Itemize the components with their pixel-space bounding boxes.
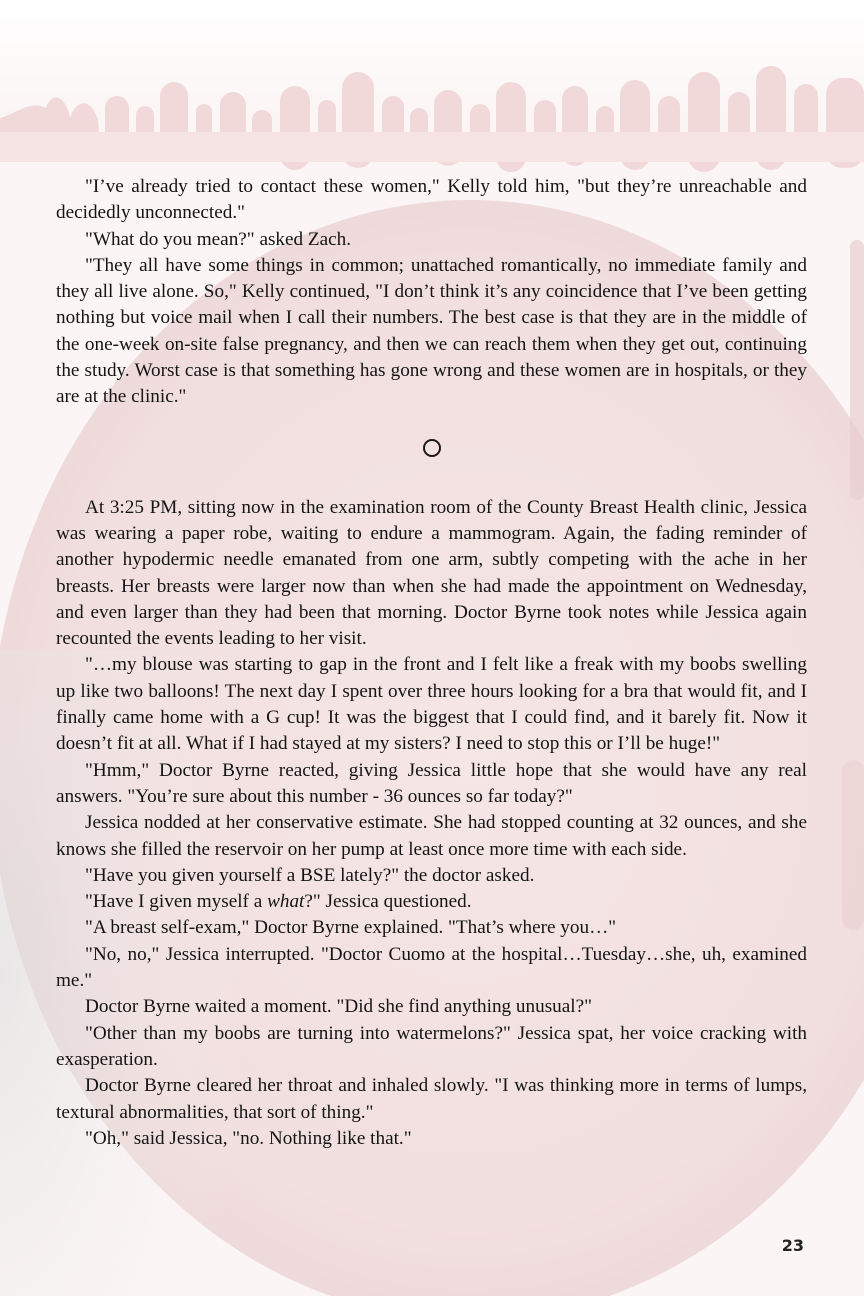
paragraph: Jessica nodded at her conservative estimate. She had stopped counting at 32 ounces, and she knows she filled the reservoir on her pump at least once more time with each side.: [56, 812, 807, 860]
paragraph: "Other than my boobs are turning into watermelons?" Jessica spat, her voice cracking with exasperation.: [56, 1022, 807, 1070]
body-text: [56, 174, 807, 1152]
circle-ornament-icon: [423, 439, 441, 457]
paragraph: "Have you given yourself a BSE lately?" the doctor asked.: [85, 864, 535, 886]
paragraph: "Hmm," Doctor Byrne reacted, giving Jessica little hope that she would have any real answers. "You’re sure about this number - 36 ounces so far today?": [56, 759, 807, 807]
paragraph: Doctor Byrne waited a moment. "Did she find anything unusual?": [85, 996, 592, 1018]
paragraph: "A breast self-exam," Doctor Byrne explained. "That’s where you…": [85, 917, 617, 939]
scene-break: [56, 411, 807, 495]
paragraph: [56, 889, 807, 915]
paragraph: Doctor Byrne cleared her throat and inhaled slowly. "I was thinking more in terms of lumps, textural abnormalities, that sort of thing.": [56, 1075, 807, 1123]
paragraph: "…my blouse was starting to gap in the front and I felt like a freak with my boobs swelling up like two balloons! The next day I spent over three hours looking for a bra that would fit, and I finally came home with a G cup! It was the biggest that I could find, and it barely fit. Now it doesn’t fit at all. What if I had stayed at my sisters? I need to stop this or I’ll be huge!": [56, 654, 807, 755]
paragraph: "Oh," said Jessica, "no. Nothing like that.": [85, 1127, 412, 1149]
emphasized-word: what: [267, 891, 305, 913]
paragraph: "What do you mean?" asked Zach.: [85, 228, 352, 250]
page-number: 23: [781, 1236, 804, 1255]
text-run: ?" Jessica questioned.: [304, 891, 472, 913]
paragraph: "No, no," Jessica interrupted. "Doctor Cuomo at the hospital…Tuesday…she, uh, examined me.": [56, 943, 807, 992]
paragraph: "They all have some things in common; unattached romantically, no immediate family and they all live alone. So," Kelly continued, "I don’t think it’s any coincidence that I’ve been getting nothing but voice mail when I call their numbers. The best case is that they are in the middle of the one-week on-site false pregnancy, and then we can reach them when they get out, continuing the study. Worst case is that something has gone wrong and these women are in hospitals, or they are at the clinic.": [56, 254, 807, 408]
paragraph: At 3:25 PM, sitting now in the examination room of the County Breast Health clinic, Jessica was wearing a paper robe, waiting to endure a mammogram. Again, the fading reminder of another hypodermic needle emanated from one arm, subtly competing with the ache in her breasts. Her breasts were larger now than when she had made the appointment on Wednesday, and even larger than they had been that morning. Doctor Byrne took notes while Jessica again recounted the events leading to her visit.: [56, 496, 807, 650]
paragraph: "I’ve already tried to contact these women," Kelly told him, "but they’re unreachable and decidedly unconnected.": [56, 176, 807, 224]
text-run: "Have I given myself a: [85, 891, 268, 913]
